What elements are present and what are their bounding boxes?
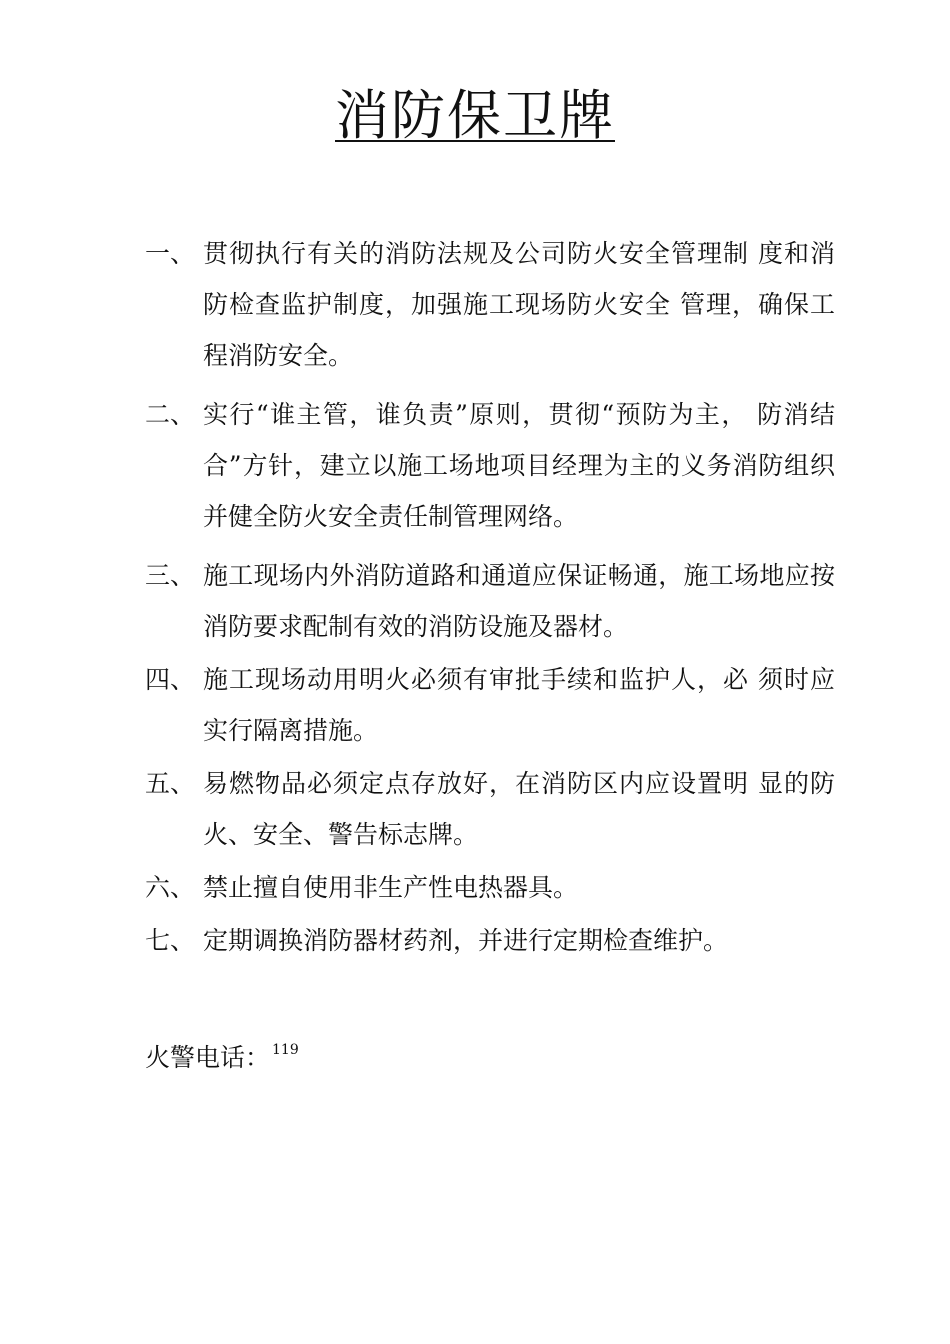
rule-item [145, 389, 835, 542]
rule-item [145, 654, 835, 756]
fire-phone-line [145, 1026, 299, 1082]
rule-number: 六、 [145, 873, 196, 902]
rule-number: 三、 [145, 561, 196, 590]
rule-text: 施工现场动用明火必须有审批手续和监护人，必 须时应实行隔离措施。 [203, 665, 835, 745]
rule-item [145, 915, 835, 966]
rule-number: 四、 [145, 665, 196, 694]
rule-text: 实行“谁主管，谁负责”原则，贯彻“预防为主， 防消结合”方针，建立以施工场地项目经理为主的义务消防组织并健全防火安全责任制管理网络。 [203, 400, 835, 531]
rule-text: 定期调换消防器材药剂，并进行定期检查维护。 [203, 926, 729, 955]
page-title: 消防保卫牌 [335, 84, 615, 147]
rule-item [145, 550, 835, 652]
rule-number: 一、 [145, 239, 196, 268]
rule-text: 贯彻执行有关的消防法规及公司防火安全管理制 度和消防检查监护制度，加强施工现场防火安全 管理，确保工程消防安全。 [203, 239, 835, 370]
rule-number: 五、 [145, 769, 196, 798]
title-block [0, 80, 950, 152]
rule-item [145, 758, 835, 860]
rules-list [145, 228, 835, 968]
rule-item [145, 862, 835, 913]
rule-text: 易燃物品必须定点存放好，在消防区内应设置明 显的防火、安全、警告标志牌。 [203, 769, 835, 849]
rule-number: 七、 [145, 926, 196, 955]
rule-text: 施工现场内外消防道路和通道应保证畅通，施工场地应按消防要求配制有效的消防设施及器材。 [203, 561, 835, 641]
rule-number: 二、 [145, 400, 196, 429]
fire-phone-label: 火警电话： [145, 1043, 271, 1072]
fire-phone-number: 119 [272, 1042, 299, 1058]
rule-text: 禁止擅自使用非生产性电热器具。 [203, 873, 579, 902]
rule-item [145, 228, 835, 381]
